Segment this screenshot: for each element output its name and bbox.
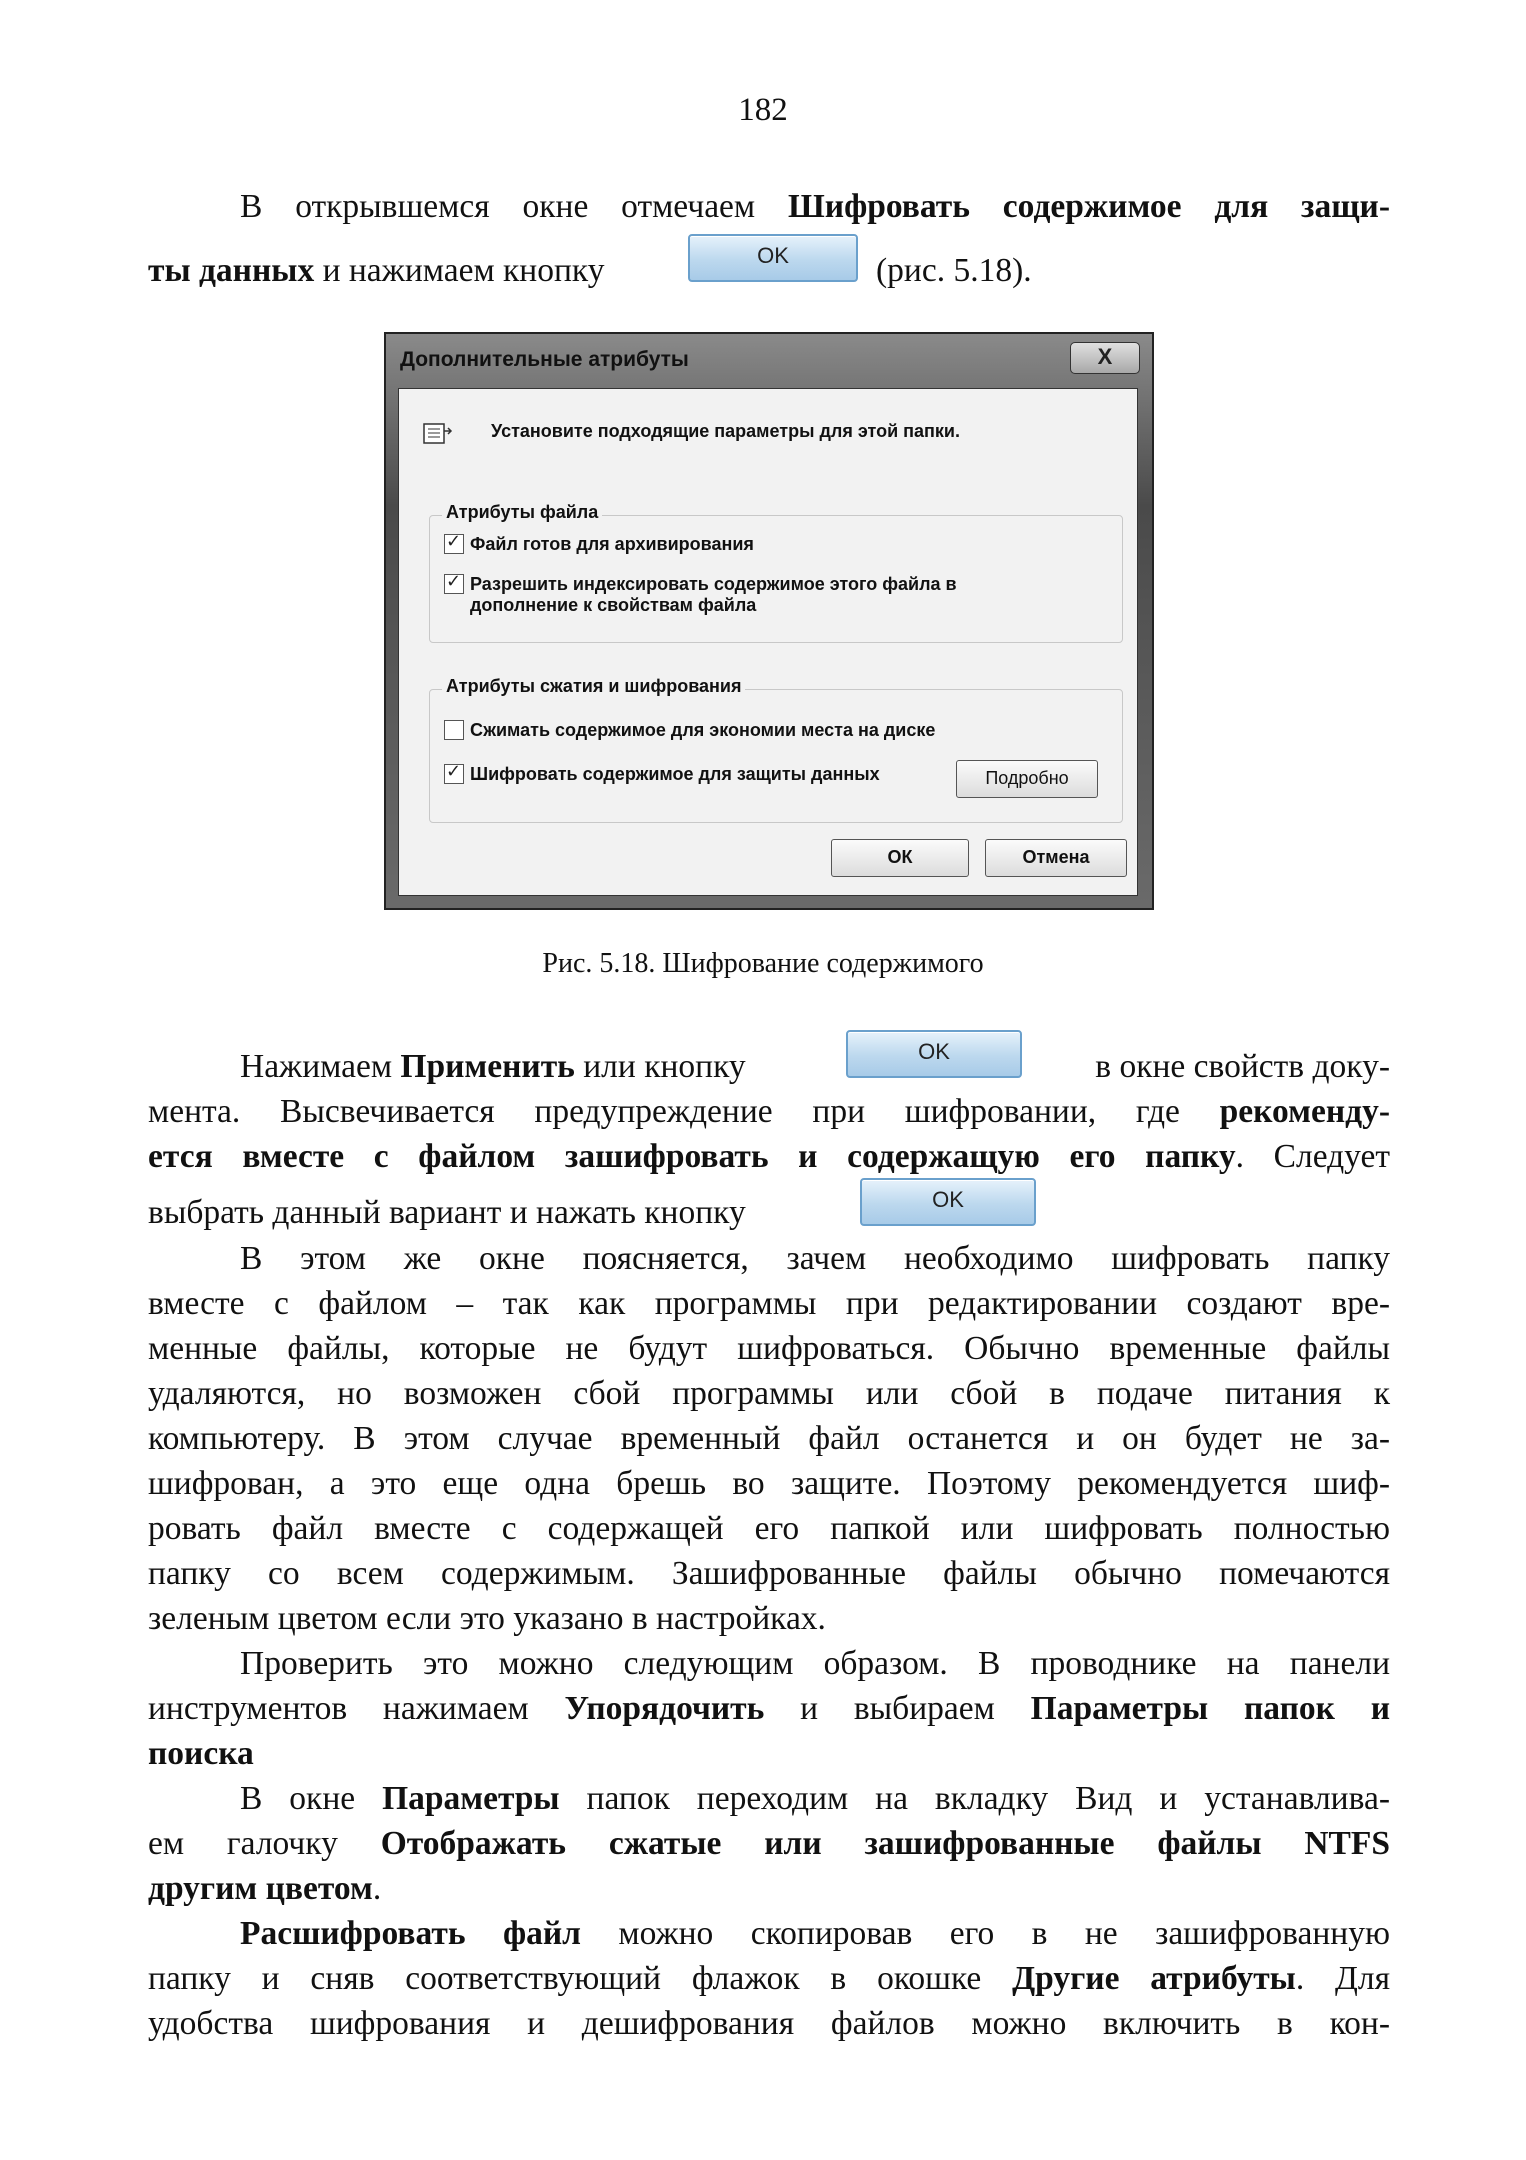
paragraph-3-line-8: папку со всем содержимым. Зашифрованные файлы обычно помечаются <box>148 1555 1390 1592</box>
paragraph-4-line-2: инструментов нажимаем Упорядочить и выбираем Параметры папок и <box>148 1690 1391 1727</box>
paragraph-3-line-1: В этом же окне поясняется, зачем необходимо шифровать папку <box>240 1240 1390 1277</box>
index-checkbox-row[interactable] <box>444 574 957 616</box>
paragraph-2-line-4: выбрать данный вариант и нажать кнопку <box>148 1194 746 1231</box>
index-label: Разрешить индексировать содержимое этого файла в дополнение к свойствам файла <box>470 574 957 615</box>
paragraph-1-ref: (рис. 5.18). <box>876 252 1032 289</box>
paragraph-6-line-1: Расшифровать файл можно скопировав его в не зашифрованную <box>240 1915 1390 1952</box>
dialog-title: Дополнительные атрибуты <box>400 348 689 371</box>
compress-encrypt-group <box>429 676 1123 823</box>
compress-checkbox[interactable] <box>444 720 464 740</box>
details-button[interactable]: Подробно <box>956 760 1098 798</box>
inline-ok-button-2: OK <box>846 1030 1022 1078</box>
paragraph-3-line-4: удаляются, но возможен сбой программы или сбой в подаче питания к <box>148 1375 1390 1412</box>
archive-label: Файл готов для архивирования <box>470 534 754 554</box>
inline-ok-button-1: OK <box>688 234 858 282</box>
page-number: 182 <box>738 92 788 128</box>
group-title-file: Атрибуты файла <box>442 502 602 523</box>
archive-checkbox[interactable] <box>444 534 464 554</box>
paragraph-2-line-1b: в окне свойств доку- <box>1095 1048 1390 1085</box>
paragraph-5-line-3: другим цветом. <box>148 1870 382 1907</box>
paragraph-3-line-2: вместе с файлом – так как программы при редактировании создают вре- <box>148 1285 1390 1322</box>
archive-checkbox-row[interactable] <box>444 534 754 555</box>
paragraph-6-line-2: папку и сняв соответствующий флажок в окошке Другие атрибуты. Для <box>148 1960 1390 1997</box>
dialog-cancel-button[interactable]: Отмена <box>985 839 1127 877</box>
paragraph-1-line-2: ты данных и нажимаем кнопку <box>148 252 605 289</box>
paragraph-1-line-1: В открывшемся окне отмечаем Шифровать содержимое для защи- <box>240 188 1391 225</box>
paragraph-4-line-3: поиска <box>148 1735 254 1772</box>
paragraph-4-line-1: Проверить это можно следующим образом. В проводнике на панели <box>240 1645 1390 1682</box>
folder-settings-icon <box>423 419 453 445</box>
compress-label: Сжимать содержимое для экономии места на диске <box>470 720 936 740</box>
encrypt-checkbox[interactable] <box>444 764 464 784</box>
file-attributes-group <box>429 502 1123 643</box>
paragraph-6-line-3: удобства шифрования и дешифрования файлов можно включить в кон- <box>148 2005 1390 2042</box>
paragraph-5-line-2: ем галочку Отображать сжатые или зашифрованные файлы NTFS <box>148 1825 1390 1862</box>
index-checkbox[interactable] <box>444 574 464 594</box>
group-title-compress: Атрибуты сжатия и шифрования <box>442 676 745 697</box>
paragraph-5-line-1: В окне Параметры папок переходим на вкладку Вид и устанавлива- <box>240 1780 1390 1817</box>
dialog-ok-button[interactable]: ОК <box>831 839 969 877</box>
paragraph-2-line-2: мента. Высвечивается предупреждение при шифровании, где рекоменду- <box>148 1093 1390 1130</box>
paragraph-3-line-3: менные файлы, которые не будут шифроваться. Обычно временные файлы <box>148 1330 1390 1367</box>
paragraph-2-line-1a: Нажимаем Применить или кнопку <box>240 1048 746 1085</box>
paragraph-3-line-7: ровать файл вместе с содержащей его папкой или шифровать полностью <box>148 1510 1390 1547</box>
compress-checkbox-row[interactable] <box>444 720 935 741</box>
dialog-advanced-attributes <box>384 332 1154 910</box>
encrypt-checkbox-row[interactable] <box>444 764 880 785</box>
paragraph-3-line-5: компьютеру. В этом случае временный файл останется и он будет не за- <box>148 1420 1390 1457</box>
figure-caption: Рис. 5.18. Шифрование содержимого <box>542 948 984 979</box>
encrypt-label: Шифровать содержимое для защиты данных <box>470 764 880 784</box>
paragraph-2-line-3: ется вместе с файлом зашифровать и содержащую его папку. Следует <box>148 1138 1390 1175</box>
dialog-heading: Установите подходящие параметры для этой папки. <box>491 421 960 441</box>
inline-ok-button-3: OK <box>860 1178 1036 1226</box>
paragraph-3-line-6: шифрован, а это еще одна брешь во защите. Поэтому рекомендуется шиф- <box>148 1465 1390 1502</box>
paragraph-3-line-9: зеленым цветом если это указано в настройках. <box>148 1600 826 1637</box>
close-button[interactable]: X <box>1070 342 1140 374</box>
dialog-body <box>398 388 1138 896</box>
